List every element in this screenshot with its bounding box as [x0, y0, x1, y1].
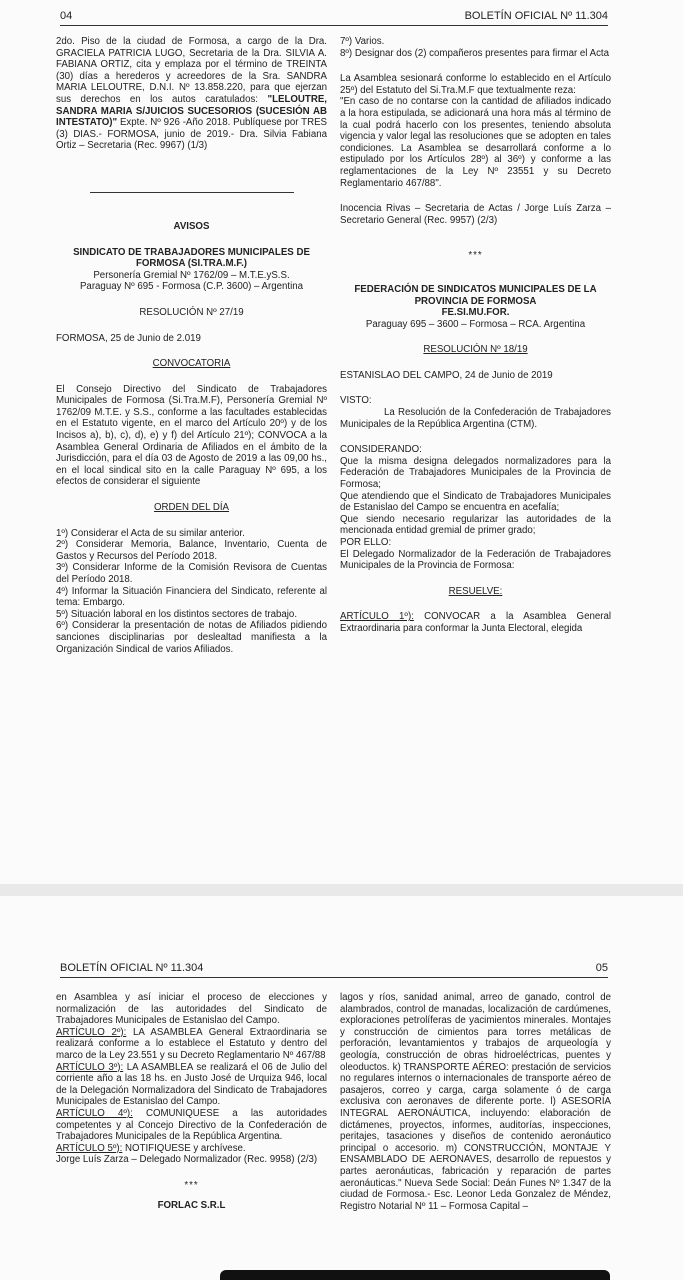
separator-stars: *** [184, 1179, 199, 1191]
agenda-item: 7º) Varios. [340, 36, 385, 47]
federation-name: FEDERACIÓN DE SINDICATOS MUNICIPALES DE LA PROVINCIA DE FORMOSA [354, 283, 597, 307]
resolution-date: ESTANISLAO DEL CAMPO, 24 de Junio de 2019 [340, 369, 553, 381]
article-paragraph: ARTÍCULO 3º): LA ASAMBLEA se realizará el 06 de Julio del corriente año a las 18 hs. en Justo José de Urquiza 946, local de la Delegación Normalizadora del Sindicato de Trabajadores Municipales de Estanislao del Campo. [56, 1061, 327, 1108]
article-label: ARTÍCULO 3º): [56, 1061, 124, 1073]
edict-paragraph: 2do. Piso de la ciudad de Formosa, a cargo de la Dra. GRACIELA PATRICIA LUGO, Secretaria de la Dra. SILVIA A. FABIANA ORTIZ, cita y emplaza por el término de TREINTA (30) días a herederos y acreedores de la Sra. SANDRA MARIA LELOUTRE, D.N.I. Nº 13.858.220, para que ejerzan sus derechos en los autos caratulados: "LELOUTRE, SANDRA MARIA S/JUICIOS SUCESORIOS (SUCESIÓN AB INTESTATO)" Expte. Nº 926 -Año 2018. Publíquese por TRES (3) DIAS.- FORMOSA, junio de 2019.- Dra. Silvia Fabiana Ortiz – Secretaria (Rec. 9967) (1/3) [56, 36, 327, 152]
convocatoria-body: El Consejo Directivo del Sindicato de Trabajadores Municipales de Formosa (Si.Tra.M.F), Personería Gremial Nº 1762/09 M.T.E. y S.S., conforme a las facultades establecidas en el Estatuto vigente, en el marco del Artículo 20º) y de los Incisos a), b), c), d), e) y f) del Artículo 21º); CONVOCA a la Asamblea General Ordinaria de Afiliados en el ámbito de la Jurisdicción, para el día 03 de Agosto de 2019 a las 09,00 hs., en el local sindical sito en la calle Paraguay Nº 695, a los efectos de considerar el siguiente [56, 383, 327, 488]
header-rule [60, 977, 608, 978]
article-paragraph: ARTÍCULO 5º): NOTIFIQUESE y archívese. [56, 1142, 246, 1154]
convocatoria-heading: CONVOCATORIA [152, 358, 231, 370]
resolution-number: RESOLUCIÓN Nº 18/19 [423, 344, 528, 356]
orden-del-dia-heading: ORDEN DEL DÍA [153, 502, 229, 514]
agenda-item: 3º) Considerar Informe de la Comisión Revisora de Cuentas del Período 2018. [56, 562, 327, 585]
forlac-body: lagos y ríos, sanidad animal, arreo de ganado, control de alambrados, control de manadas, localización de cardúmenes, exploraciones petrolíferas de yacimientos minerales. Montajes y construcción de cimientos para torres metálicas de perforación, levantamientos y trabajos de arqueología y geología, construcción de obras hidroeléctricas, puentes y oleoductos. k) TRANSPORTE AÉREO: prestación de servicios no regulares internos o internacionales de transporte aéreo de pasajeros, correo y carga, carga solamente ó de carga exclusiva con aeronaves de diferente porte. l) ASESORÍA INTEGRAL AERONÁUTICA, incluyendo: elaboración de dictámenes, proyectos, informes, auditorías, inspecciones, peritajes, tasaciones y diseños de contenido aeronáutico principal o accesorio. m) CONSTRUCCIÓN, MONTAJE Y ENSAMBLADO DE AERONAVES, desarrollo de repuestos y partes aeronáuticas, fabricación y reparación de partes aeronáuticas." Nueva Sede Social: Deán Funes Nº 1.347 de la ciudad de Formosa.- Esc. Leonor Leda Gonzalez de Méndez, Registro Notarial Nº 11 – Formosa Capital – [340, 992, 611, 1212]
union-name: SINDICATO DE TRABAJADORES MUNICIPALES DE FORMOSA (SI.TRA.M.F.) [73, 246, 310, 270]
visto-label: VISTO: [340, 395, 372, 407]
header-rule [60, 25, 608, 26]
signatures: Inocencia Rivas – Secretaria de Actas / Jorge Luís Zarza – Secretario General (Rec. 9957) (2/3) [340, 203, 611, 226]
home-indicator-bar [220, 1270, 610, 1280]
article-label: ARTÍCULO 2º): [56, 1026, 127, 1038]
federation-abbr: FE.SI.MU.FOR. [441, 307, 510, 319]
article-paragraph: ARTÍCULO 4º): COMUNIQUESE a las autoridades competentes y al Concejo Directivo de la Confederación de Trabajadores Municipales de la República Argentina. [56, 1107, 328, 1143]
por-ello-label: POR ELLO: [340, 537, 392, 548]
article-paragraph: ARTÍCULO 1º): CONVOCAR a la Asamblea General Extraordinaria para conformar la Junta Electoral, elegida [340, 611, 611, 634]
agenda-item: 2º) Considerar Memoria, Balance, Inventario, Cuenta de Gastos y Recursos del Período 2018. [56, 539, 327, 562]
article-label: ARTÍCULO 4º): [56, 1107, 133, 1119]
assembly-paragraph: La Asamblea sesionará conforme lo establecido en el Artículo 25º) del Estatuto del Si.Tra.M.F que textualmente reza: [340, 73, 611, 96]
article-paragraph: ARTÍCULO 2º): LA ASAMBLEA General Extraordinaria se realizará conforme a lo establece el Estatuto y dentro del marco de la Ley 23.551 y su Decreto Reglamentario Nº 467/88 [56, 1026, 327, 1061]
column-left [56, 992, 327, 1211]
avisos-heading: AVISOS [173, 220, 210, 232]
statute-quote: "En caso de no contarse con la cantidad de afiliados indicado a la hora estipulada, se adicionará una hora más al término de la cual podrá hacerlo con los presentes, teniendo absoluta vigencia y valor legal las resoluciones que se adopten en tales condiciones. La Asamblea se desarrollará conforme a lo estipulado por los Artículos 28º) al 36º) y conforme a las reglamentaciones de la Ley Nº 23551 y su Decreto Reglamentario 467/88". [340, 96, 611, 189]
bulletin-title: BOLETÍN OFICIAL Nº 11.304 [464, 10, 608, 22]
resolution-number: RESOLUCIÓN Nº 27/19 [139, 306, 244, 318]
forlac-heading: FORLAC S.R.L [157, 1199, 226, 1211]
considerando-label: CONSIDERANDO: [340, 444, 422, 456]
intro-paragraph: en Asamblea y así iniciar el proceso de elecciones y normalización de las autoridades del Sindicato de Trabajadores Municipales de Estanislao del Campo. [56, 992, 327, 1027]
agenda-item: 5º) Situación laboral en los distintos sectores de trabajo. [56, 608, 298, 620]
column-left [56, 36, 327, 655]
page-number: 05 [595, 962, 608, 974]
agenda-item: 1º) Considerar el Acta de su similar anterior. [56, 527, 245, 539]
federation-address: Paraguay 695 – 3600 – Formosa – RCA. Argentina [365, 318, 586, 330]
bulletin-page-05 [0, 896, 683, 1280]
union-personeria: Personería Gremial Nº 1762/09 – M.T.E.yS.S. [93, 269, 290, 281]
visto-text: La Resolución de la Confederación de Trabajadores Municipales de la República Argentina (CTM). [340, 407, 611, 430]
bulletin-title: BOLETÍN OFICIAL Nº 11.304 [60, 962, 204, 974]
page-number: 04 [60, 10, 73, 22]
agenda-item: 4º) Informar la Situación Financiera del Sindicato, referente al tema: Embargo. [56, 585, 327, 609]
signature: Jorge Luís Zarza – Delegado Normalizador (Rec. 9958) (2/3) [56, 1154, 318, 1166]
article-label: ARTÍCULO 1º): [340, 611, 414, 623]
delegado-text: El Delegado Normalizador de la Federación de Trabajadores Municipales de la Provincia de Formosa: [340, 548, 611, 572]
resuelve-heading: RESUELVE: [448, 585, 503, 597]
column-right [340, 36, 611, 635]
considerando-item: Que atendiendo que el Sindicato de Trabajadores Municipales de Estanislao del Campo se encuentra en acefalía; [340, 490, 611, 514]
agenda-item: 8º) Designar dos (2) compañeros presentes para firmar el Acta [340, 47, 609, 59]
section-divider [90, 192, 294, 193]
considerando-item: Que la misma designa delegados normalizadores para la Federación de Trabajadores Municipales de la Provincia de Formosa; [340, 455, 611, 491]
article-label: ARTÍCULO 5º): [56, 1142, 123, 1154]
edict-case-title: "LELOUTRE, SANDRA MARIA S/JUICIOS SUCESORIOS (SUCESIÓN AB INTESTATO)" [56, 93, 327, 129]
column-right [340, 992, 611, 1212]
considerando-item: Que siendo necesario regularizar las autoridades de la mencionada entidad gremial de primer grado; [340, 513, 611, 537]
separator-stars: *** [468, 250, 483, 262]
resolution-date: FORMOSA, 25 de Junio de 2.019 [56, 332, 201, 344]
agenda-item: 6º) Considerar la presentación de notas de Afiliados pidiendo sanciones disciplinarias por deslealtad manifiesta a la Organización Sindical de varios Afiliados. [56, 620, 327, 655]
union-address: Paraguay Nº 695 - Formosa (C.P. 3600) – Argentina [79, 281, 304, 293]
